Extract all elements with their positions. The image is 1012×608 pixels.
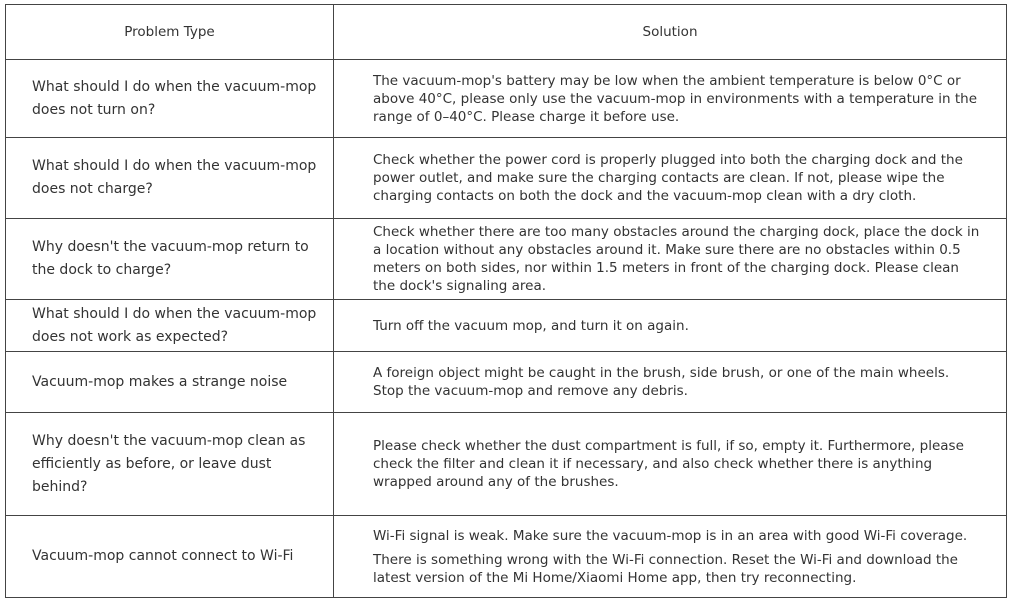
solution-cell bbox=[334, 516, 1007, 598]
problem-cell: Why doesn't the vacuum-mop clean as efficiently as before, or leave dust behind? bbox=[6, 413, 334, 516]
solution-cell bbox=[334, 219, 1007, 300]
problem-cell: What should I do when the vacuum-mop does not work as expected? bbox=[6, 300, 334, 352]
problem-cell: Vacuum-mop cannot connect to Wi-Fi bbox=[6, 516, 334, 598]
problem-cell: What should I do when the vacuum-mop does not charge? bbox=[6, 138, 334, 219]
solution-text: The vacuum-mop's battery may be low when the ambient temperature is below 0°C or above 40°C, please only use the vacuum-mop in environments with a temperature in the range of 0–40°C. Please charge it before use. bbox=[373, 72, 978, 125]
table-row bbox=[6, 300, 1007, 352]
table-row bbox=[6, 219, 1007, 300]
problem-cell: Vacuum-mop makes a strange noise bbox=[6, 352, 334, 413]
table-row bbox=[6, 138, 1007, 219]
solution-cell bbox=[334, 138, 1007, 219]
header-solution: Solution bbox=[334, 5, 1007, 60]
solution-text: Please check whether the dust compartment is full, if so, empty it. Furthermore, please check the filter and clean it if necessary, and also check whether there is anything wrapped around any of the brushes. bbox=[373, 438, 964, 490]
table-row bbox=[6, 352, 1007, 413]
problem-cell: Why doesn't the vacuum-mop return to the dock to charge? bbox=[6, 219, 334, 300]
solution-text: Check whether there are too many obstacles around the charging dock, place the dock in a location without any obstacles around it. Make sure there are no obstacles within 0.5 meters on both sides, nor within 1.5 meters in front of the charging dock. Please clean the dock's signaling area. bbox=[373, 224, 980, 294]
solution-cell bbox=[334, 60, 1007, 138]
table-body bbox=[6, 60, 1007, 598]
solution-text: A foreign object might be caught in the brush, side brush, or one of the main wheels. Stop the vacuum-mop and remove any debris. bbox=[373, 365, 950, 399]
header-row bbox=[6, 5, 1007, 60]
header-problem-type: Problem Type bbox=[6, 5, 334, 60]
solution-cell bbox=[334, 352, 1007, 413]
solution-cell bbox=[334, 413, 1007, 516]
table-row bbox=[6, 516, 1007, 598]
troubleshooting-table bbox=[5, 4, 1007, 598]
table-row bbox=[6, 413, 1007, 516]
solution-text: Turn off the vacuum mop, and turn it on again. bbox=[373, 317, 689, 334]
problem-cell: What should I do when the vacuum-mop does not turn on? bbox=[6, 60, 334, 138]
solution-text: Wi-Fi signal is weak. Make sure the vacuum-mop is in an area with good Wi-Fi coverage. bbox=[373, 527, 968, 544]
solution-text: Check whether the power cord is properly plugged into both the charging dock and the power outlet, and make sure the charging contacts are clean. If not, please wipe the charging contacts on both the dock and the vacuum-mop clean with a dry cloth. bbox=[373, 152, 963, 204]
solution-cell bbox=[334, 300, 1007, 352]
solution-text: There is something wrong with the Wi-Fi connection. Reset the Wi-Fi and download the latest version of the Mi Home/Xiaomi Home app, then try reconnecting. bbox=[373, 551, 958, 586]
table-header bbox=[6, 5, 1007, 60]
table-row bbox=[6, 60, 1007, 138]
